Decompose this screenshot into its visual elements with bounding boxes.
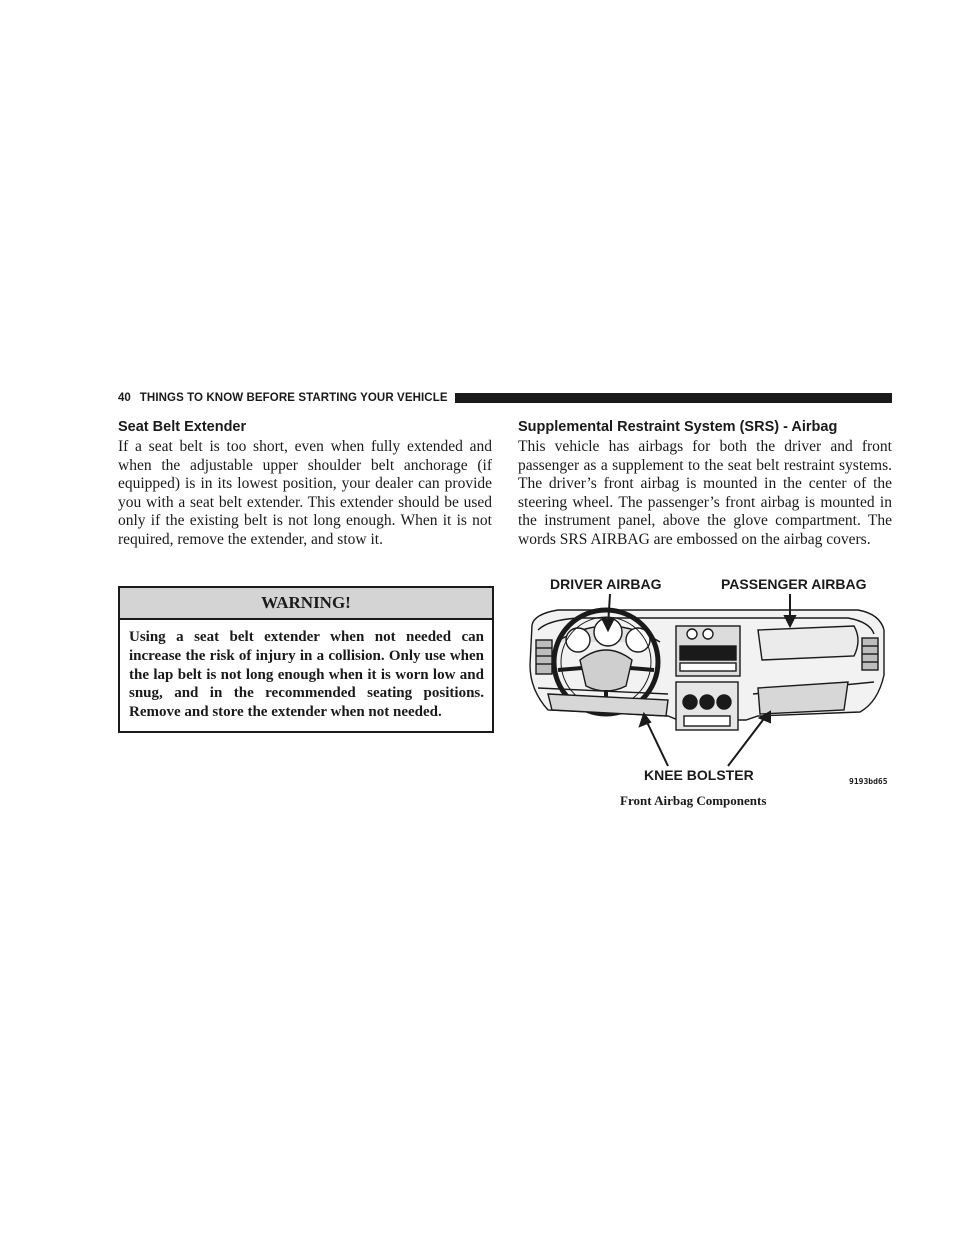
figure-caption: Front Airbag Components <box>620 793 767 808</box>
seat-belt-extender-paragraph: If a seat belt is too short, even when fully extended and when the adjustable upper shoulder belt anchorage (if equipped) is in its lowest position, your dealer can provide you with a seat belt extender. This extender should be used only if the existing belt is not long enough. When it is not required, remove the extender, and stow it. <box>118 438 492 548</box>
passenger-airbag-label: PASSENGER AIRBAG <box>721 576 867 592</box>
section-title: THINGS TO KNOW BEFORE STARTING YOUR VEHICLE <box>139 392 448 404</box>
warning-text: Using a seat belt extender when not needed can increase the risk of injury in a collision. Only use when the lap belt is not long enough when it is worn low and snug, and in the recommended seating positions. Remove and store the extender when not needed. <box>129 629 484 721</box>
knee-bolster-label: KNEE BOLSTER <box>644 767 754 783</box>
header-rule <box>455 393 892 403</box>
right-column <box>518 418 892 550</box>
dashboard-drawing <box>530 610 884 730</box>
left-column <box>118 418 492 550</box>
page-number: 40 <box>118 392 131 404</box>
warning-title: WARNING! <box>120 588 492 620</box>
figure-code: 9193bd65 <box>849 777 888 786</box>
driver-airbag-label: DRIVER AIRBAG <box>550 576 662 592</box>
warning-box <box>118 586 494 733</box>
page-header <box>118 390 892 406</box>
dashboard-illustration <box>518 570 894 790</box>
srs-airbag-heading: Supplemental Restraint System (SRS) - Airbag <box>518 419 838 435</box>
seat-belt-extender-heading: Seat Belt Extender <box>118 419 247 435</box>
airbag-figure <box>518 570 894 790</box>
srs-airbag-paragraph: This vehicle has airbags for both the driver and front passenger as a supplement to the seat belt restraint systems. The driver’s front airbag is mounted in the center of the steering wheel. The passenger’s front airbag is mounted in the instrument panel, above the glove compartment. The words SRS AIRBAG are embossed on the airbag covers. <box>518 438 892 548</box>
